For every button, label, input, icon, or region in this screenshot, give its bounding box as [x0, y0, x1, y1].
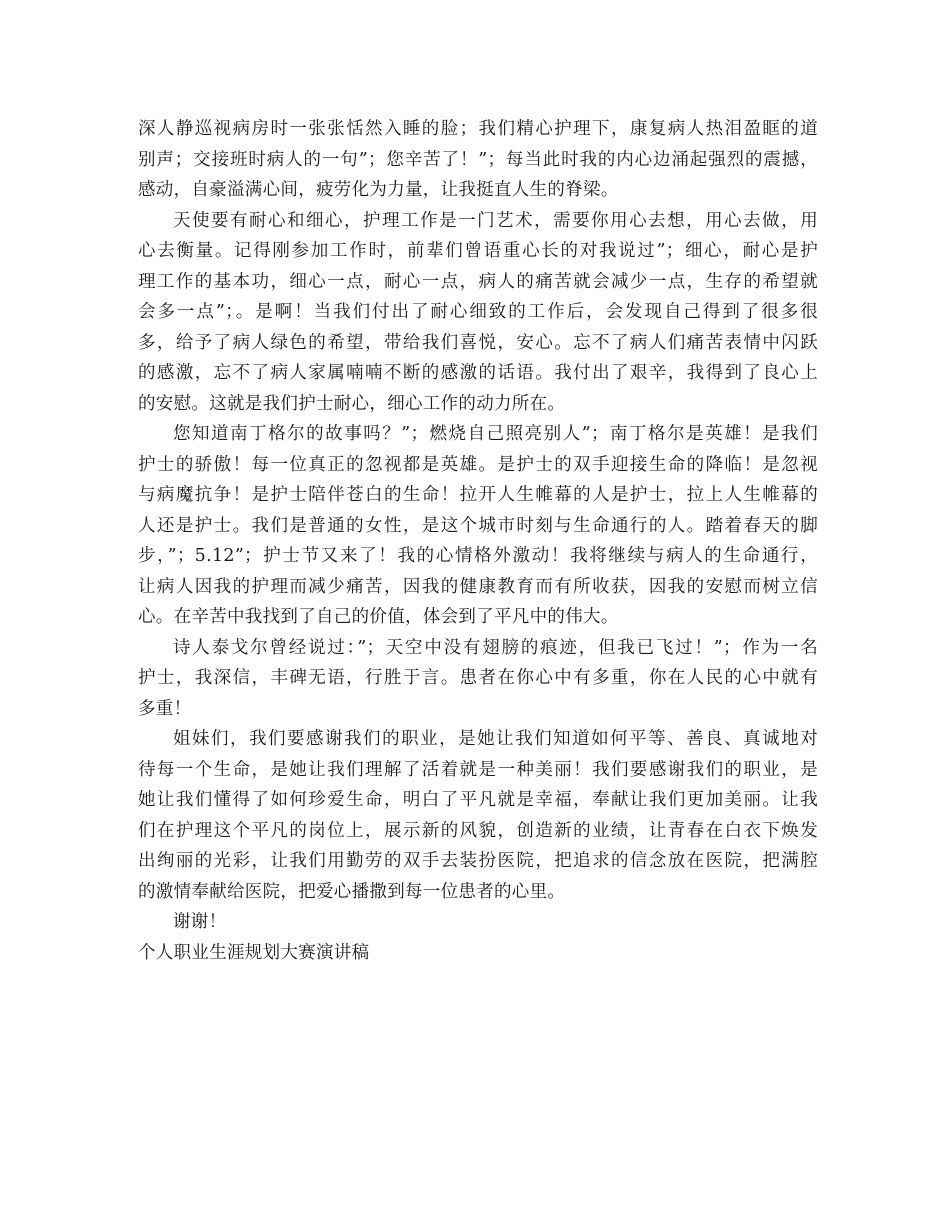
text-line: 的安慰。这就是我们护士耐心，细心工作的动力所在。: [138, 393, 566, 414]
text-line: 姐妹们，我们要感谢我们的职业，是她让我们知道如何平等、善良、真诚地对: [173, 729, 818, 749]
text-line: 护士的骄傲！每一位真正的忽视都是英雄。是护士的双手迎接生命的降临！是忽视: [138, 454, 818, 475]
text-line: 与病魔抗争！是护士陪伴苍白的生命！拉开人生帷幕的人是护士，拉上人生帷幕的: [138, 485, 818, 505]
text-line: 出绚丽的光彩，让我们用勤劳的双手去装扮医院，把追求的信念放在医院，把满腔: [138, 851, 818, 871]
text-line: 她让我们懂得了如何珍爱生命，明白了平凡就是幸福，奉献让我们更加美丽。让我: [138, 790, 818, 810]
text-line: 心。在辛苦中我找到了自己的价值，体会到了平凡中的伟大。: [138, 607, 619, 627]
text-line: 待每一个生命，是她让我们理解了活着就是一种美丽！我们要感谢我们的职业，是: [138, 759, 818, 780]
text-line: 别声；交接班时病人的一句”；您辛苦了！”；每当此时我的内心边涌起强烈的震撼，: [138, 149, 818, 170]
paragraph-6: [138, 907, 818, 938]
text-line: 您知道南丁格尔的故事吗？”；燃烧自己照亮别人”；南丁格尔是英雄！是我们: [173, 424, 818, 444]
text-line: 心去衡量。记得刚参加工作时，前辈们曾语重心长的对我说过”；细心，耐心是护: [138, 241, 818, 261]
text-line: 的感激，忘不了病人家属喃喃不断的感激的话语。我付出了艰辛，我得到了良心上: [138, 363, 818, 383]
text-line: 让病人因我的护理而减少痛苦，因我的健康教育而有所收获，因我的安慰而树立信: [138, 576, 818, 597]
text-line: 会多一点”；。是啊！当我们付出了耐心细致的工作后，会发现自己得到了很多很: [138, 302, 818, 322]
closing-thanks: 谢谢！: [173, 912, 227, 932]
text-line: 步，”；5.12”；护士节又来了！我的心情格外激动！我将继续与病人的生命通行，: [138, 546, 818, 566]
document-body: [138, 114, 818, 968]
text-line: 多重！: [138, 698, 192, 719]
paragraph-3: [138, 419, 818, 633]
paragraph-1: [138, 114, 818, 206]
text-line: 天使要有耐心和细心，护理工作是一门艺术，需要你用心去想，用心去做，用: [173, 210, 818, 231]
text-line: 的激情奉献给医院，把爱心播撒到每一位患者的心里。: [138, 881, 566, 902]
text-line: 理工作的基本功，细心一点，耐心一点，病人的痛苦就会减少一点，生存的希望就: [138, 271, 818, 292]
text-line: 护士，我深信，丰碑无语，行胜于言。患者在你心中有多重，你在人民的心中就有: [138, 668, 818, 688]
paragraph-2: [138, 206, 818, 420]
paragraph-4: [138, 633, 818, 725]
text-line: 人还是护士。我们是普通的女性，是这个城市时刻与生命通行的人。踏着春天的脚: [138, 515, 818, 536]
paragraph-5: [138, 724, 818, 907]
text-line: 深人静巡视病房时一张张恬然入睡的脸；我们精心护理下，康复病人热泪盈眶的道: [138, 119, 818, 139]
text-line: 们在护理这个平凡的岗位上，展示新的风貌，创造新的业绩，让青春在白衣下焕发: [138, 820, 818, 841]
paragraph-7: [138, 938, 818, 969]
text-line: 多，给予了病人绿色的希望，带给我们喜悦，安心。忘不了病人们痛苦表情中闪跃: [138, 332, 818, 353]
text-line: 诗人泰戈尔曾经说过：”；天空中没有翅膀的痕迹，但我已飞过！”；作为一名: [173, 637, 818, 658]
text-line: 感动，自豪溢满心间，疲劳化为力量，让我挺直人生的脊梁。: [138, 180, 619, 200]
next-document-title: 个人职业生涯规划大赛演讲稿: [138, 942, 370, 963]
